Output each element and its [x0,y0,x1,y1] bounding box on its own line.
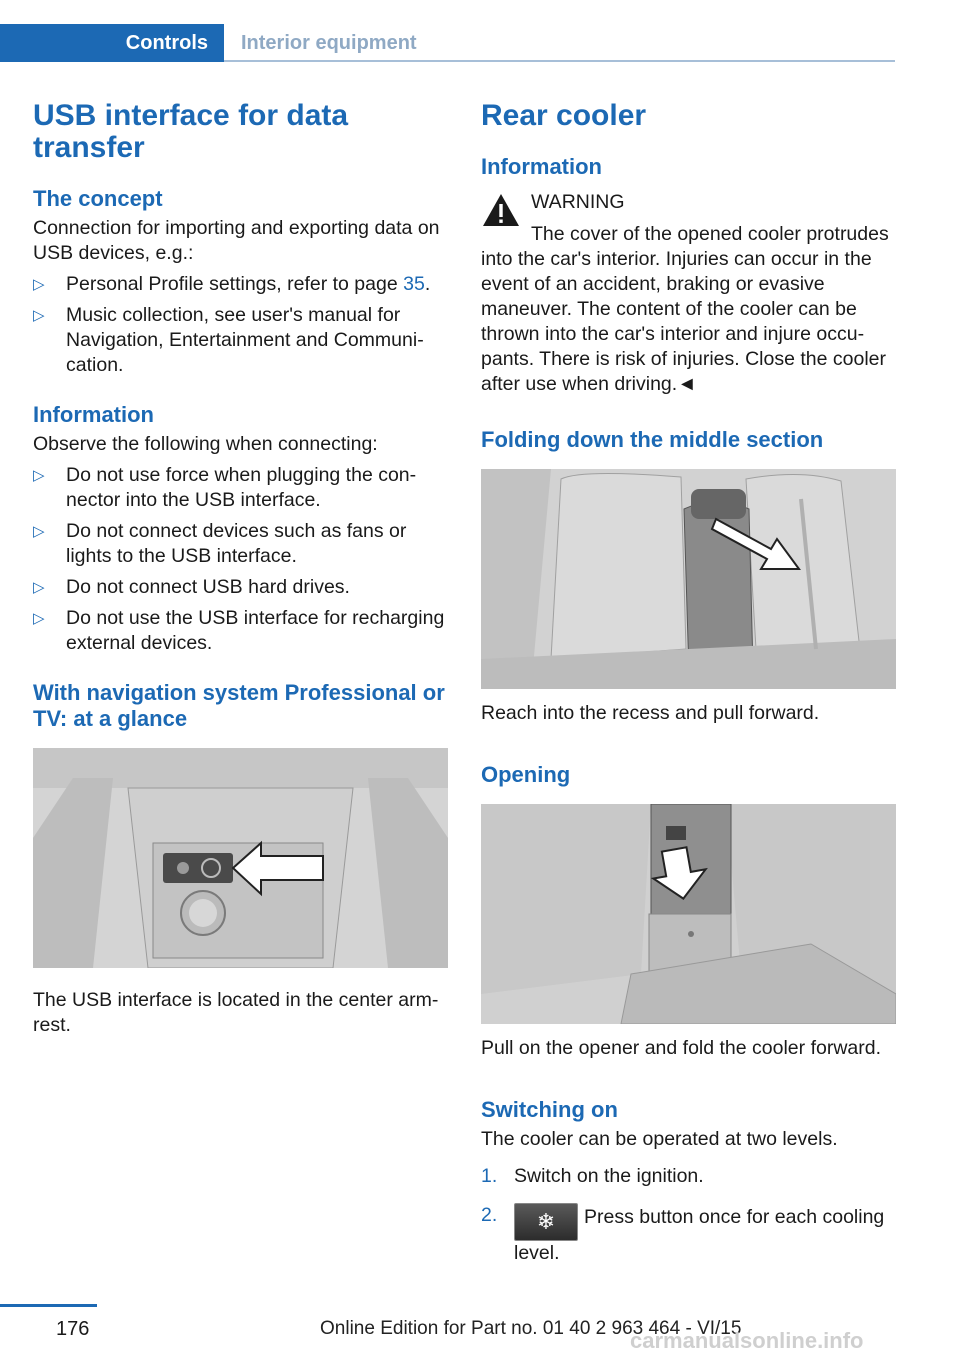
concept-heading: The concept [33,186,163,211]
concept-text: Connection for importing and exporting data on USB devices, e.g.: [33,217,440,264]
fold-caption: Reach into the recess and pull forward. [481,702,820,724]
opening-image [481,804,896,1024]
edition-text: Online Edition for Part no. 01 40 2 963 464 - VI/15 [320,1318,742,1339]
warning-triangle-icon [481,192,521,228]
list-item [33,519,449,569]
switching-on-heading: Switching on [481,1097,618,1122]
step-text: Switch on the ignition. [514,1165,704,1187]
list-item [481,1164,897,1189]
list-item [33,575,449,600]
warning-block [481,190,897,397]
header-section-tab[interactable]: Controls [0,24,224,62]
list-item-punct: . [424,273,431,295]
header-subsection-tab[interactable]: Interior equipment [241,32,417,54]
triangle-right-icon: ▷ [33,610,45,627]
list-item-text: Music collection, see user's manual for Navigation, Entertainment and Communication. [66,304,424,376]
warning-text: The cover of the opened cooler protrudes into the car's interior. Injuries can occur in the event of an accident, braking or evasive maneuver. The content of the cooler can be thrown into the car's interior and injure occupants. There is risk of injuries. Close the cooler after use when driving.◄ [481,223,889,395]
nav-heading: With navigation system Professional or TV: at a glance [33,680,445,731]
list-item [33,303,449,378]
list-item-text: Do not connect USB hard drives. [66,576,350,598]
cooler-info-heading: Information [481,154,602,179]
rear-seat-illustration [481,469,896,689]
rear-cooler-title: Rear cooler [481,99,647,132]
watermark: carmanualsonline.info [630,1328,864,1353]
triangle-right-icon: ▷ [33,307,45,324]
usb-caption: The USB interface is located in the center armrest. [33,989,439,1036]
step-number: 1. [481,1165,498,1187]
page-number: 176 [56,1318,90,1340]
fold-middle-section-image [481,469,896,689]
info-heading: Information [33,402,154,427]
list-item-text: Do not use the USB interface for recharging external devices. [66,607,445,654]
snowflake-icon[interactable]: ❄ [514,1203,578,1241]
opening-caption: Pull on the opener and fold the cooler forward. [481,1037,882,1059]
usb-interface-image [33,748,448,968]
switching-steps [481,1164,897,1266]
triangle-right-icon: ▷ [33,467,45,484]
list-item-text: Do not use force when plugging the connector into the USB interface. [66,464,417,511]
info-text: Observe the following when connecting: [33,433,378,455]
list-item [33,272,449,297]
step-text: Press button once for each cooling level. [514,1206,885,1264]
page-header [0,24,895,62]
triangle-right-icon: ▷ [33,523,45,540]
step-number: 2. [481,1204,498,1226]
concept-list [33,272,449,378]
page-link[interactable]: 35 [403,273,425,295]
list-item [481,1203,897,1266]
usb-armrest-illustration [33,748,448,968]
warning-label: WARNING [531,191,625,213]
list-item [33,606,449,656]
triangle-right-icon: ▷ [33,579,45,596]
list-item-text: Personal Profile settings, refer to page [66,273,404,295]
left-column [33,100,449,1038]
fold-heading: Folding down the middle section [481,427,824,452]
list-item-text: Do not connect devices such as fans or lights to the USB interface. [66,520,407,567]
triangle-right-icon: ▷ [33,276,45,293]
footer-divider [0,1304,97,1307]
opening-heading: Opening [481,762,571,787]
info-list [33,463,449,656]
list-item [33,463,449,513]
switching-on-text: The cooler can be operated at two levels. [481,1128,838,1150]
header-divider [224,60,895,62]
cooler-opener-illustration [481,804,896,1024]
usb-title: USB interface for data transfer [33,99,349,164]
right-column [481,100,897,1266]
